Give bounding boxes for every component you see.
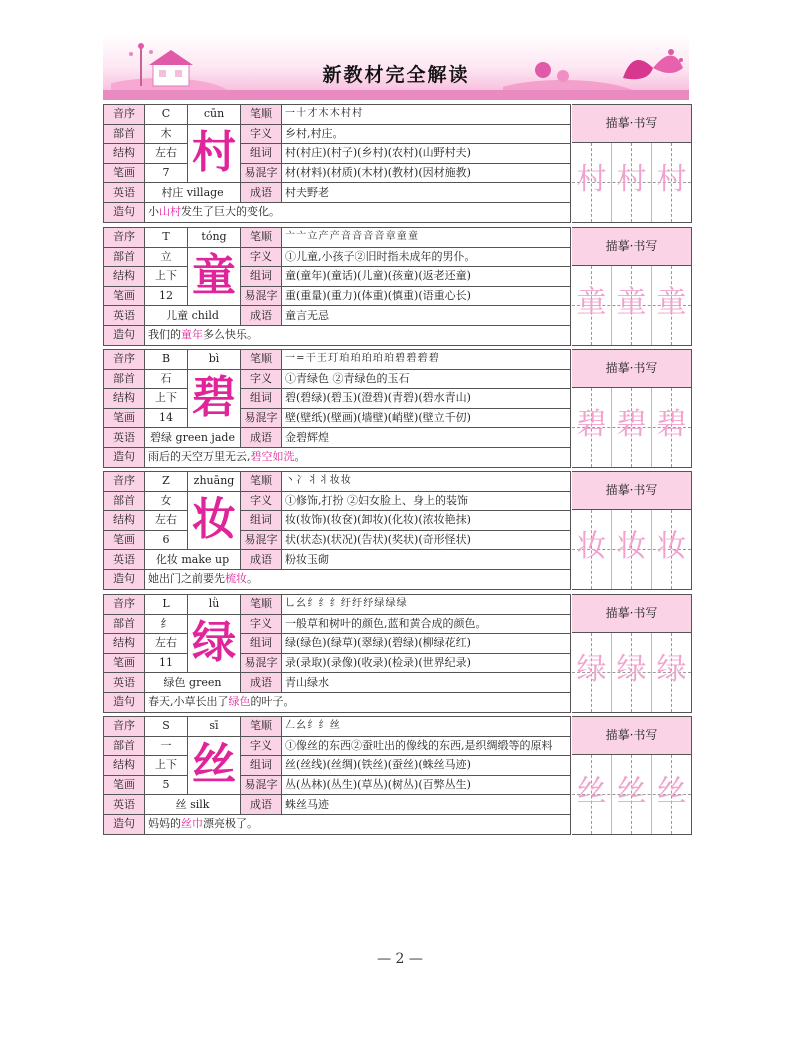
zuci-value: 绿(绿色)(绿草)(翠绿)(碧绿)(柳绿花红): [282, 634, 571, 654]
trace-character: 童: [656, 285, 687, 320]
label-ziyi: 字义: [241, 736, 282, 756]
zaoju-highlight: 绿色: [228, 695, 251, 709]
label-ziyi: 字义: [241, 491, 282, 511]
practice-grid[interactable]: [572, 510, 691, 589]
practice-title: 描摹·书写: [572, 472, 691, 510]
practice-title: 描摹·书写: [572, 228, 691, 266]
label-yingyu: 英语: [104, 306, 145, 326]
label-yingyu: 英语: [104, 795, 145, 815]
label-jiegou: 结构: [104, 634, 145, 654]
entry-card: [103, 104, 692, 222]
label-bishun: 笔顺: [241, 717, 282, 737]
big-character-cell: [188, 614, 241, 673]
trace-character: 村: [616, 162, 647, 197]
bushou-value: 立: [145, 247, 188, 267]
ziyi-value: 乡村,村庄。: [282, 124, 571, 144]
bushou-value: 一: [145, 736, 188, 756]
zaoju-post: 多么快乐。: [203, 328, 258, 342]
zuci-value: 妆(妆饰)(妆奁)(卸妆)(化妆)(浓妆艳抹): [282, 511, 571, 531]
zaoju-sentence: [145, 325, 571, 345]
jiegou-value: 左右: [145, 511, 188, 531]
yihunzi-value: 状(状态)(状况)(告状)(奖状)(奇形怪状): [282, 530, 571, 550]
label-jiegou: 结构: [104, 511, 145, 531]
practice-title: 描摹·书写: [572, 717, 691, 755]
chengyu-value: 粉妆玉砌: [282, 550, 571, 570]
yinxu-value: L: [145, 595, 188, 615]
zaoju-post: 漂亮极了。: [203, 817, 258, 831]
label-bihua: 笔画: [104, 163, 145, 183]
character-table: [103, 227, 571, 346]
label-jiegou: 结构: [104, 144, 145, 164]
big-character-cell: [188, 736, 241, 795]
label-bishun: 笔顺: [241, 595, 282, 615]
big-character: 碧: [192, 372, 236, 424]
banner-bar: [103, 90, 689, 100]
bishun-value: 一 十 才 木 木 村 村: [282, 105, 571, 125]
label-zuci: 组词: [241, 756, 282, 776]
ziyi-value: ①儿童,小孩子②旧时指未成年的男仆。: [282, 247, 571, 267]
label-yinxu: 音序: [104, 717, 145, 737]
label-yinxu: 音序: [104, 350, 145, 370]
big-character-cell: [188, 369, 241, 428]
label-yinxu: 音序: [104, 228, 145, 248]
practice-box: [572, 104, 692, 223]
entry-card: [103, 471, 692, 589]
zaoju-pre: 我们的: [148, 328, 181, 342]
page-number: — 2 —: [377, 951, 423, 967]
zaoju-highlight: 碧空如洗: [250, 450, 295, 464]
label-chengyu: 成语: [241, 306, 282, 326]
big-character: 村: [192, 127, 236, 179]
zaoju-post: 发生了巨大的变化。: [181, 205, 280, 219]
label-bihua: 笔画: [104, 530, 145, 550]
practice-title: 描摹·书写: [572, 105, 691, 143]
chengyu-value: 童言无忌: [282, 306, 571, 326]
zaoju-highlight: 山村: [159, 205, 181, 219]
label-bushou: 部首: [104, 491, 145, 511]
label-zuci: 组词: [241, 144, 282, 164]
bishun-value: 乚 幺 纟 纟 纟 纡 纡 纾 绿 绿 绿: [282, 595, 571, 615]
label-bishun: 笔顺: [241, 228, 282, 248]
yihunzi-value: 丛(丛林)(丛生)(草丛)(树丛)(百弊丛生): [282, 775, 571, 795]
label-bushou: 部首: [104, 247, 145, 267]
label-chengyu: 成语: [241, 550, 282, 570]
trace-character: 妆: [576, 529, 607, 564]
label-bishun: 笔顺: [241, 472, 282, 492]
yinxu-value: B: [145, 350, 188, 370]
chengyu-value: 村夫野老: [282, 183, 571, 203]
zaoju-sentence: [145, 447, 571, 467]
label-jiegou: 结构: [104, 267, 145, 287]
yingyu-value: 绿色 green: [145, 673, 241, 693]
bushou-value: 女: [145, 491, 188, 511]
pinyin-value: tóng: [188, 228, 241, 248]
trace-character: 村: [576, 162, 607, 197]
label-yihunzi: 易混字: [241, 163, 282, 183]
practice-title: 描摹·书写: [572, 595, 691, 633]
label-bushou: 部首: [104, 736, 145, 756]
label-chengyu: 成语: [241, 795, 282, 815]
trace-character: 丝: [576, 774, 607, 809]
zaoju-pre: 小: [148, 205, 159, 219]
label-ziyi: 字义: [241, 124, 282, 144]
label-yingyu: 英语: [104, 183, 145, 203]
pinyin-value: zhuāng: [188, 472, 241, 492]
ziyi-value: ①修饰,打扮 ②妇女脸上、身上的装饰: [282, 491, 571, 511]
trace-character: 碧: [576, 407, 607, 442]
trace-character: 童: [576, 285, 607, 320]
zaoju-post: 的叶子。: [250, 695, 295, 709]
label-ziyi: 字义: [241, 247, 282, 267]
big-character: 丝: [192, 739, 236, 791]
entry-card: [103, 716, 692, 834]
pinyin-value: sī: [188, 717, 241, 737]
character-table: [103, 104, 571, 223]
label-jiegou: 结构: [104, 756, 145, 776]
bushou-value: 木: [145, 124, 188, 144]
yingyu-value: 儿童 child: [145, 306, 241, 326]
character-table: [103, 594, 571, 713]
zaoju-sentence: [145, 692, 571, 712]
zuci-value: 童(童年)(童话)(儿童)(孩童)(返老还童): [282, 267, 571, 287]
character-table: [103, 716, 571, 835]
label-zaoju: 造句: [104, 814, 145, 834]
pinyin-value: bì: [188, 350, 241, 370]
label-zaoju: 造句: [104, 569, 145, 589]
trace-character: 绿: [616, 652, 647, 687]
bishun-value: 一 = 干 王 玎 珀 珀 珀 珀 珀 碧 碧 碧 碧: [282, 350, 571, 370]
label-yinxu: 音序: [104, 472, 145, 492]
trace-character: 碧: [656, 407, 687, 442]
yingyu-value: 碧绿 green jade: [145, 428, 241, 448]
jiegou-value: 上下: [145, 267, 188, 287]
label-zaoju: 造句: [104, 202, 145, 222]
trace-character: 丝: [616, 774, 647, 809]
trace-character: 绿: [656, 652, 687, 687]
label-yinxu: 音序: [104, 595, 145, 615]
bihua-value: 6: [145, 530, 188, 550]
label-yinxu: 音序: [104, 105, 145, 125]
entry-card: [103, 349, 692, 467]
bushou-value: 纟: [145, 614, 188, 634]
yihunzi-value: 材(材料)(材质)(木材)(教材)(因材施教): [282, 163, 571, 183]
pinyin-value: lǜ: [188, 595, 241, 615]
label-bihua: 笔画: [104, 408, 145, 428]
yingyu-value: 丝 silk: [145, 795, 241, 815]
jiegou-value: 左右: [145, 634, 188, 654]
label-ziyi: 字义: [241, 369, 282, 389]
label-zuci: 组词: [241, 389, 282, 409]
label-bihua: 笔画: [104, 286, 145, 306]
jiegou-value: 左右: [145, 144, 188, 164]
bushou-value: 石: [145, 369, 188, 389]
zaoju-pre: 春天,小草长出了: [148, 695, 229, 709]
bihua-value: 11: [145, 653, 188, 673]
big-character: 童: [192, 250, 236, 302]
zaoju-sentence: [145, 569, 571, 589]
zaoju-pre: 妈妈的: [148, 817, 181, 831]
zaoju-pre: 她出门之前要先: [148, 572, 225, 586]
yinxu-value: S: [145, 717, 188, 737]
ziyi-value: ①青绿色 ②青绿色的玉石: [282, 369, 571, 389]
label-ziyi: 字义: [241, 614, 282, 634]
trace-character: 丝: [656, 774, 687, 809]
ziyi-value: 一般草和树叶的颜色,蓝和黄合成的颜色。: [282, 614, 571, 634]
zaoju-sentence: [145, 202, 571, 222]
trace-character: 碧: [616, 407, 647, 442]
trace-character: 绿: [576, 652, 607, 687]
label-yingyu: 英语: [104, 550, 145, 570]
label-yihunzi: 易混字: [241, 653, 282, 673]
zaoju-post: 。: [247, 572, 258, 586]
chengyu-value: 金碧辉煌: [282, 428, 571, 448]
label-zuci: 组词: [241, 511, 282, 531]
practice-box: [572, 349, 692, 468]
yingyu-value: 化妆 make up: [145, 550, 241, 570]
label-bishun: 笔顺: [241, 105, 282, 125]
bishun-value: 亠 亠 立 产 产 音 音 音 音 章 童 童: [282, 228, 571, 248]
trace-character: 妆: [656, 529, 687, 564]
jiegou-value: 上下: [145, 756, 188, 776]
yihunzi-value: 重(重量)(重力)(体重)(慎重)(语重心长): [282, 286, 571, 306]
bihua-value: 7: [145, 163, 188, 183]
practice-grid[interactable]: [572, 388, 691, 467]
jiegou-value: 上下: [145, 389, 188, 409]
yihunzi-value: 录(录取)(录像)(收录)(检录)(世界纪录): [282, 653, 571, 673]
label-zaoju: 造句: [104, 447, 145, 467]
big-character-cell: [188, 247, 241, 306]
big-character: 妆: [192, 494, 236, 546]
page-title: 新教材完全解读: [322, 64, 470, 86]
yihunzi-value: 壁(壁纸)(壁画)(墙壁)(峭壁)(壁立千仞): [282, 408, 571, 428]
practice-grid[interactable]: [572, 266, 691, 345]
label-yihunzi: 易混字: [241, 530, 282, 550]
yinxu-value: T: [145, 228, 188, 248]
label-yingyu: 英语: [104, 428, 145, 448]
practice-grid[interactable]: [572, 755, 691, 834]
practice-box: [572, 716, 692, 835]
label-jiegou: 结构: [104, 389, 145, 409]
practice-grid[interactable]: [572, 633, 691, 712]
big-character: 绿: [192, 617, 236, 669]
trace-character: 村: [656, 162, 687, 197]
label-bihua: 笔画: [104, 775, 145, 795]
entry-card: [103, 594, 692, 712]
label-zuci: 组词: [241, 267, 282, 287]
label-bishun: 笔顺: [241, 350, 282, 370]
ziyi-value: ①像丝的东西②蚕吐出的像线的东西,是织绸缎等的原料: [282, 736, 571, 756]
zaoju-highlight: 梳妆: [225, 572, 247, 586]
chengyu-value: 蛛丝马迹: [282, 795, 571, 815]
label-yihunzi: 易混字: [241, 408, 282, 428]
practice-box: [572, 227, 692, 346]
label-chengyu: 成语: [241, 183, 282, 203]
trace-character: 童: [616, 285, 647, 320]
label-chengyu: 成语: [241, 673, 282, 693]
yinxu-value: Z: [145, 472, 188, 492]
zuci-value: 村(村庄)(村子)(乡村)(农村)(山野村夫): [282, 144, 571, 164]
character-table: [103, 349, 571, 468]
header-banner: [103, 34, 689, 96]
entry-card: [103, 227, 692, 345]
zuci-value: 丝(丝线)(丝绸)(铁丝)(蚕丝)(蛛丝马迹): [282, 756, 571, 776]
zaoju-pre: 雨后的天空万里无云,: [148, 450, 251, 464]
practice-grid[interactable]: [572, 143, 691, 222]
label-zaoju: 造句: [104, 692, 145, 712]
yingyu-value: 村庄 village: [145, 183, 241, 203]
character-table: [103, 471, 571, 590]
label-bushou: 部首: [104, 124, 145, 144]
label-bushou: 部首: [104, 614, 145, 634]
zaoju-sentence: [145, 814, 571, 834]
practice-box: [572, 594, 692, 713]
pinyin-value: cūn: [188, 105, 241, 125]
label-zaoju: 造句: [104, 325, 145, 345]
bihua-value: 12: [145, 286, 188, 306]
big-character-cell: [188, 124, 241, 183]
trace-character: 妆: [616, 529, 647, 564]
practice-box: [572, 471, 692, 590]
bishun-value: 丶 冫 丬 丬 妆 妆: [282, 472, 571, 492]
practice-title: 描摹·书写: [572, 350, 691, 388]
label-zuci: 组词: [241, 634, 282, 654]
bihua-value: 14: [145, 408, 188, 428]
zaoju-highlight: 童年: [181, 328, 203, 342]
label-chengyu: 成语: [241, 428, 282, 448]
chengyu-value: 青山绿水: [282, 673, 571, 693]
zaoju-highlight: 丝巾: [181, 817, 203, 831]
bihua-value: 5: [145, 775, 188, 795]
zuci-value: 碧(碧绿)(碧玉)(澄碧)(青碧)(碧水青山): [282, 389, 571, 409]
zaoju-post: 。: [294, 450, 306, 464]
bishun-value: 𠃋 幺 纟 纟 丝: [282, 717, 571, 737]
label-yihunzi: 易混字: [241, 286, 282, 306]
label-yingyu: 英语: [104, 673, 145, 693]
yinxu-value: C: [145, 105, 188, 125]
label-bushou: 部首: [104, 369, 145, 389]
label-bihua: 笔画: [104, 653, 145, 673]
label-yihunzi: 易混字: [241, 775, 282, 795]
big-character-cell: [188, 491, 241, 550]
